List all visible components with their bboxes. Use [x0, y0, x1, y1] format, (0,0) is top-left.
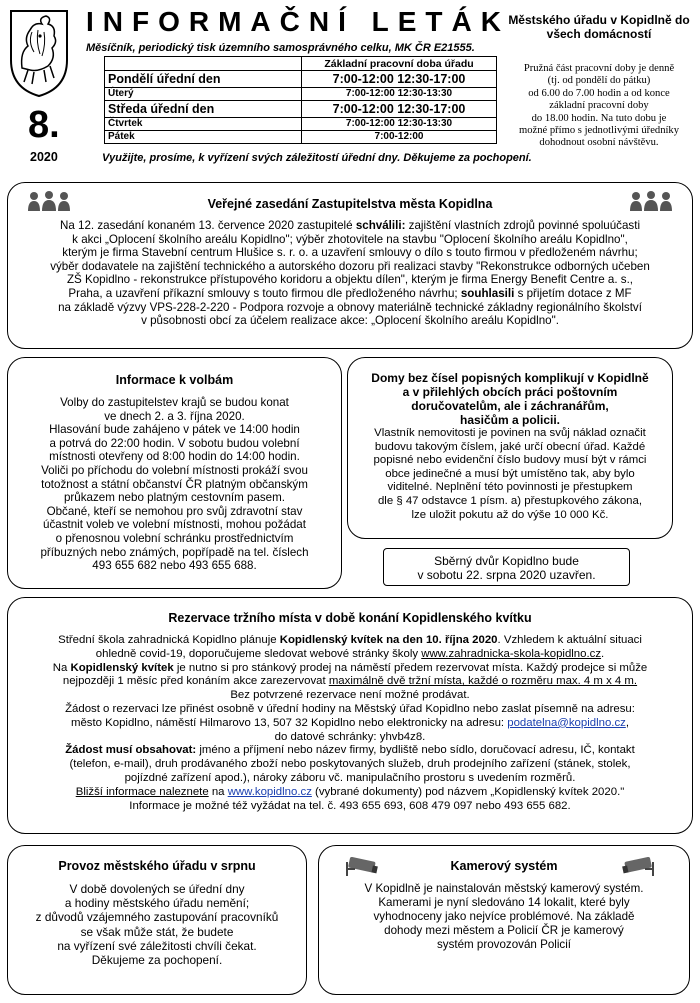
town-website-link[interactable]: www.kopidlno.cz [227, 785, 312, 798]
office-hours-heading: Základní pracovní doba úřadu [302, 57, 497, 71]
camera-text: V Kopidlně je nainstalován městský kamerový systém. Kamerami je nyní sledováno 14 lokalit, které byly vyhodnoceny jako nejvíce problémové. Na základě dohody mezi městem a Policií ČR je kamerový systém provozován Policií [364, 882, 644, 951]
school-website-link[interactable]: www.zahradnicka-skola-kopidlno.cz [421, 647, 602, 660]
elections-title: Informace k volbám [115, 373, 234, 387]
market-reservation-box [7, 597, 693, 834]
town-crest-icon [8, 8, 70, 98]
elections-box [7, 357, 342, 589]
camera-system-box [318, 845, 690, 995]
council-meeting-box [7, 182, 693, 349]
leaflet-title: INFORMAČNÍ LETÁK [86, 6, 510, 37]
collection-yard-text: Sběrný dvůr Kopidlno bude v sobotu 22. srpna 2020 uzavřen. [417, 554, 596, 582]
market-title: Rezervace tržního místa v době konání Kopidlenského kvítku [168, 611, 532, 625]
august-office-text: V době dovolených se úřední dny a hodiny městského úřadu nemění; z důvodů vzájemného zastupování pracovníků se však může stát, že budete na vyřízení své záležitosti chvíli čekat. Děkujeme za pochopení. [35, 882, 279, 968]
appeal-text: Využijte, prosíme, k vyřízení svých záležitostí úřední dny. Děkujeme za pochopení. [102, 152, 532, 164]
table-row: Pondělí úřední den 7:00-12:00 12:30-17:00 [105, 71, 497, 88]
office-hours-table [104, 56, 497, 144]
house-numbers-text: Vlastník nemovitosti je povinen na svůj náklad označit budovu takovým číslem, jaké určí obecní úřad. Každé popisné nebo evidenční číslo budovy musí být v rámci obce jedinečné a musí být umístěno tak, aby bylo viditelné. Neplnění této povinnosti je přestupkem dle § 47 odstavce 1 písm. a) přestupkového zákona, lze uložit pokutu až do výše 10 000 Kč. [373, 427, 647, 521]
email-link[interactable]: podatelna@kopidlno.cz [507, 716, 626, 729]
house-numbers-box [347, 357, 673, 539]
house-numbers-title: Domy bez čísel popisných komplikují v Kopidlně a v přilehlých obcích práci poštovním doručovatelům, ale i záchranářům, hasičům a policii. [371, 371, 649, 427]
issue-year: 2020 [30, 150, 58, 164]
market-text: Střední škola zahradnická Kopidlno plánuje Kopidlenský kvítek na den 10. října 2020. Vzhledem k aktuální situaci ohledně covid-19, doporučujeme sledovat webové stránky školy www.zahradnicka-skola-kopidlno.cz. Na Kopidlenský kvítek je nutno si pro stánkový prodej na náměstí předem rezervovat místa. Každý prodejce si může nejpozději 1 měsíc před konáním akce zarezervovat maximálně dvě tržní místa, každé o rozměru max. 4 m x 4 m. Bez potvrzené rezervace není možné prodávat. Žádost o rezervaci lze přinést osobně v úřední hodiny na Městský úřad Kopidlno nebo zaslat písemně na adresu: město Kopidlno, náměstí Hilmarovo 13, 507 32 Kopidlno nebo elektronicky na adresu: podatelna@kopidlno.cz, do datové schránky: yhvb4z8. Žádost musí obsahovat: jméno a příjmení nebo název firmy, bydliště nebo sídlo, doručovací adresu, IČ, kontakt (telefon, e-mail), druh prodávaného zboží nebo poskytovaných služeb, druh prodejního zařízení (stánek, stolek, pojízdné zařízení apod.), nároky záboru vč. manipulačního prostoru s uvedením rozměrů. Bližší informace naleznete na www.kopidlno.cz (vybrané dokumenty) pod názvem „Kopidlenský kvítek 2020." Informace je možné též vyžádat na tel. č. 493 655 693, 608 479 097 nebo 493 655 682. [52, 634, 648, 812]
camera-title: Kamerový systém [450, 859, 558, 873]
leaflet-subtitle: Měsíčník, periodický tisk územního samosprávného celku, MK ČR E21555. [86, 42, 475, 54]
council-text: Na 12. zasedání konaném 13. července 2020 zastupitelé schválili: zajištění vlastních zdrojů povinné spoluúčasti k akci „Oplocení školního areálu Kopidlno"; výběr zhotovitele na stavbu "Oplocení školního areálu Kopidlno", kterým je firma Stavební centrum Hlušice s. r. o. a uzavření smlouvy o dílo s touto firmou v předloženém návrhu; výběr dodavatele na zajištění technického a autorského dozoru při realizaci stavby "Rekonstrukce odborných učeben ZŠ Kopidlno - rekonstrukce přístupového koridoru a objektu dílen", kterým je firma Energy Benefit Centre a. s., Praha, a uzavření příkazní smlouvy s touto firmou dle předloženého návrhu; souhlasili s přijetím dotace z MF na základě výzvy VPS-228-2-220 - Podpora rozvoje a obnovy materiálně technické základny regionálního školství v působnosti obcí za účelem realizace akce: „Oplocení školního areálu Kopidlno". [50, 219, 650, 328]
table-row: Pátek 7:00-12:00 [105, 131, 497, 144]
issue-number: 8. [28, 104, 60, 146]
elections-text: Volby do zastupitelstev krajů se budou konat ve dnech 2. a 3. října 2020. Hlasování bude zahájeno v pátek ve 14:00 hodin a potrvá do 22:00 hodin. V sobotu budou volební místnosti otevřeny od 8:00 hodin do 14:00 hodin. Voliči po příchodu do volební místnosti prokáží svou totožnost a státní občanství ČR platným občanským průkazem nebo platným cestovním pasem. Občané, kteří se nemohou pro svůj zdravotní stav účastnit voleb ve volební místnosti, mohou požádat o přenosnou volební schránku prostřednictvím příbuzných nebo známých, popřípadě na tel. číslech 493 655 682 nebo 493 655 688. [40, 396, 309, 573]
august-office-title: Provoz městského úřadu v srpnu [58, 859, 256, 873]
august-office-box [7, 845, 307, 995]
leaflet-recipient: Městského úřadu v Kopidlně do všech domácností [508, 13, 690, 41]
table-row: Úterý 7:00-12:00 12:30-13:30 [105, 88, 497, 101]
flexible-hours-note: Pružná část pracovní doby je denně (tj. od pondělí do pátku) od 6.00 do 7.00 hodin a od konce základní pracovní doby do 18.00 hodin. Na tuto dobu je možné přímo s jednotlivými úředníky dohodnout osobní návštěvu. [518, 63, 680, 149]
table-row: Středa úřední den 7:00-12:00 12:30-17:00 [105, 101, 497, 118]
table-row: Čtvrtek 7:00-12:00 12:30-13:30 [105, 118, 497, 131]
council-title: Veřejné zasedání Zastupitelstva města Kopidlna [207, 197, 493, 211]
collection-yard-box [383, 548, 630, 586]
